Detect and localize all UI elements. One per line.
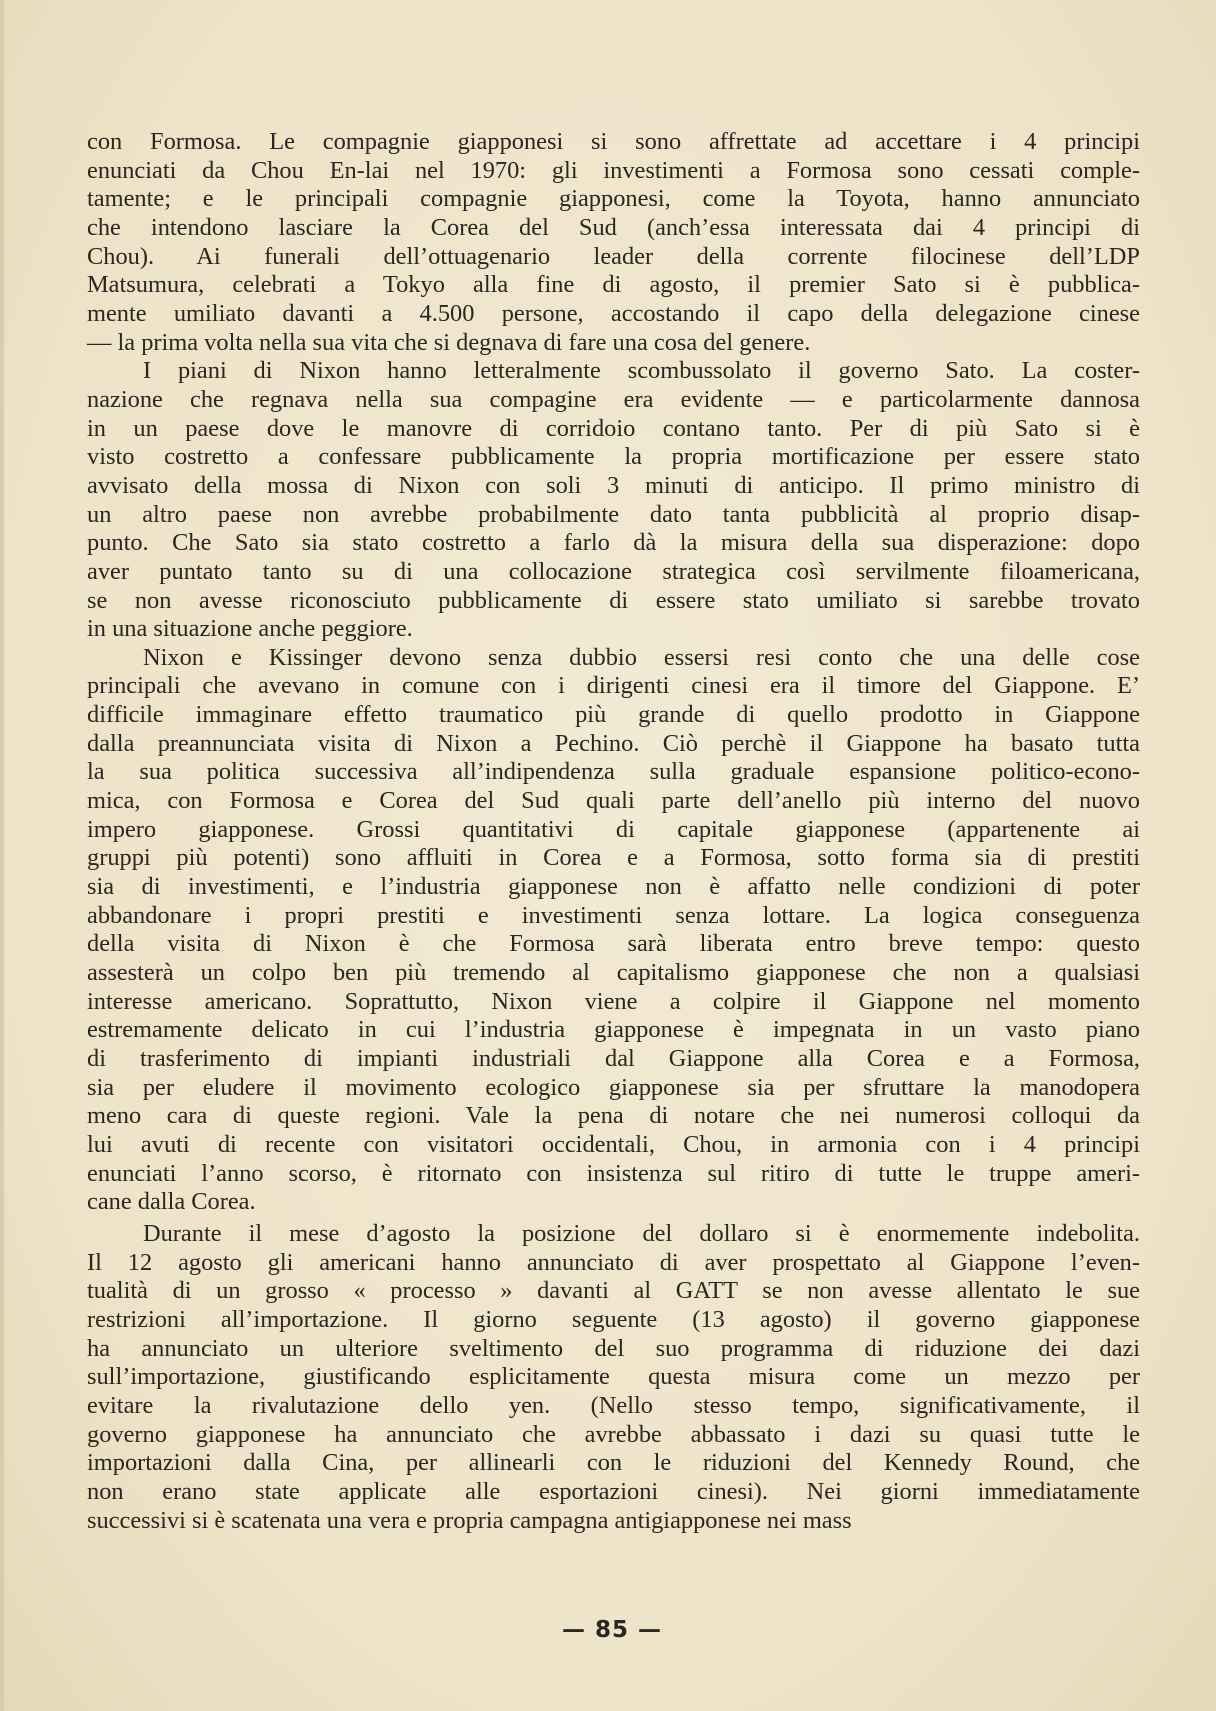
paragraph-3	[87, 644, 1140, 1217]
text-line: enunciati da Chou En-lai nel 1970: gli investimenti a Formosa sono cessati comple-	[87, 156, 1140, 184]
text-line: un altro paese non avrebbe probabilmente dato tanta pubblicità al proprio disap-	[87, 500, 1140, 528]
text-line: non erano state applicate alle esportazioni cinesi). Nei giorni immediatamente	[87, 1477, 1140, 1505]
text-line: meno cara di queste regioni. Vale la pena di notare che nei numerosi colloqui da	[87, 1102, 1140, 1130]
text-line: nazione che regnava nella sua compagine era evidente — e particolarmente dannosa	[87, 385, 1140, 413]
text-line: I piani di Nixon hanno letteralmente scombussolato il governo Sato. La coster-	[143, 357, 1140, 385]
text-line: impero giapponese. Grossi quantitativi di capitale giapponese (appartenente ai	[87, 815, 1140, 843]
text-line: tamente; e le principali compagnie giapponesi, come la Toyota, hanno annunciato	[87, 185, 1140, 213]
text-line: abbandonare i propri prestiti e investimenti senza lottare. La logica conseguenza	[87, 901, 1140, 929]
text-line: successivi si è scatenata una vera e propria campagna antigiapponese nei mass	[87, 1506, 852, 1534]
text-line: mente umiliato davanti a 4.500 persone, accostando il capo della delegazione cinese	[87, 299, 1140, 327]
text-line: cane dalla Corea.	[87, 1188, 256, 1216]
text-line: sull’importazione, giustificando esplicitamente questa misura come un mezzo per	[87, 1363, 1140, 1391]
text-line: estremamente delicato in cui l’industria giapponese è impegnata in un vasto piano	[87, 1016, 1140, 1044]
text-line: punto. Che Sato sia stato costretto a farlo dà la misura della sua disperazione: dopo	[87, 529, 1140, 557]
text-line: della visita di Nixon è che Formosa sarà liberata entro breve tempo: questo	[87, 930, 1140, 958]
text-line: sia per eludere il movimento ecologico giapponese sia per sfruttare la manodopera	[87, 1073, 1140, 1101]
page-number: — 85 —	[561, 1617, 663, 1643]
text-line: difficile immaginare effetto traumatico più grande di quello prodotto in Giappone	[87, 701, 1140, 729]
text-line: interesse americano. Soprattutto, Nixon viene a colpire il Giappone nel momento	[87, 987, 1140, 1015]
text-line: tualità di un grosso « processo » davanti al GATT se non avesse allentato le sue	[87, 1277, 1140, 1305]
text-line: che intendono lasciare la Corea del Sud (anch’essa interessata dai 4 principi di	[87, 213, 1140, 241]
text-line: assesterà un colpo ben più tremendo al capitalismo giapponese che non a qualsiasi	[87, 959, 1140, 987]
text-line: Nixon e Kissinger devono senza dubbio essersi resi conto che una delle cose	[143, 643, 1140, 671]
text-line: restrizioni all’importazione. Il giorno seguente (13 agosto) il governo giapponese	[87, 1305, 1140, 1333]
text-line: ha annunciato un ulteriore sveltimento del suo programma di riduzione dei dazi	[87, 1334, 1140, 1362]
text-line: — la prima volta nella sua vita che si degnava di fare una cosa del genere.	[87, 328, 811, 356]
text-line: sia di investimenti, e l’industria giapponese non è affatto nelle condizioni di poter	[87, 873, 1140, 901]
text-line: in un paese dove le manovre di corridoio contano tanto. Per di più Sato si è	[87, 414, 1140, 442]
text-line: governo giapponese ha annunciato che avrebbe abbassato i dazi su quasi tutte le	[87, 1420, 1140, 1448]
body-text	[87, 128, 1140, 1535]
paragraph-1	[87, 128, 1140, 357]
text-line: Chou). Ai funerali dell’ottuagenario leader della corrente filocinese dell’LDP	[87, 242, 1140, 270]
text-line: enunciati l’anno scorso, è ritornato con insistenza sul ritiro di tutte le truppe ameri-	[87, 1159, 1140, 1187]
text-line: evitare la rivalutazione dello yen. (Nello stesso tempo, significativamente, il	[87, 1391, 1140, 1419]
text-line: Il 12 agosto gli americani hanno annunciato di aver prospettato al Giappone l’even-	[87, 1248, 1140, 1276]
text-line: di trasferimento di impianti industriali dal Giappone alla Corea e a Formosa,	[87, 1045, 1140, 1072]
text-line: aver puntato tanto su di una collocazione strategica così servilmente filoamericana,	[87, 557, 1140, 585]
text-line: visto costretto a confessare pubblicamente la propria mortificazione per essere stato	[87, 443, 1140, 471]
text-line: Durante il mese d’agosto la posizione del dollaro si è enormemente indebolita.	[143, 1219, 1140, 1247]
text-line: in una situazione anche peggiore.	[87, 615, 413, 643]
text-line: gruppi più potenti) sono affluiti in Corea e a Formosa, sotto forma sia di prestiti	[87, 844, 1140, 872]
paragraph-2	[87, 357, 1140, 644]
text-line: principali che avevano in comune con i dirigenti cinesi era il timore del Giappone. E’	[87, 672, 1140, 700]
text-line: se non avesse riconosciuto pubblicamente di essere stato umiliato si sarebbe trovato	[87, 586, 1140, 614]
text-line: dalla preannunciata visita di Nixon a Pechino. Ciò perchè il Giappone ha basato tutta	[87, 729, 1140, 757]
text-line: avvisato della mossa di Nixon con soli 3 minuti di anticipo. Il primo ministro di	[87, 471, 1140, 499]
text-line: Matsumura, celebrati a Tokyo alla fine di agosto, il premier Sato si è pubblica-	[87, 271, 1140, 299]
text-line: con Formosa. Le compagnie giapponesi si sono affrettate ad accettare i 4 principi	[87, 128, 1140, 155]
text-line: lui avuti di recente con visitatori occidentali, Chou, in armonia con i 4 principi	[87, 1130, 1140, 1158]
paragraph-4	[87, 1220, 1140, 1535]
text-line: la sua politica successiva all’indipendenza sulla graduale espansione politico-econo-	[87, 758, 1140, 786]
text-line: mica, con Formosa e Corea del Sud quali parte dell’anello più interno del nuovo	[87, 787, 1140, 815]
text-line: importazioni dalla Cina, per allinearli con le riduzioni del Kennedy Round, che	[87, 1449, 1140, 1477]
